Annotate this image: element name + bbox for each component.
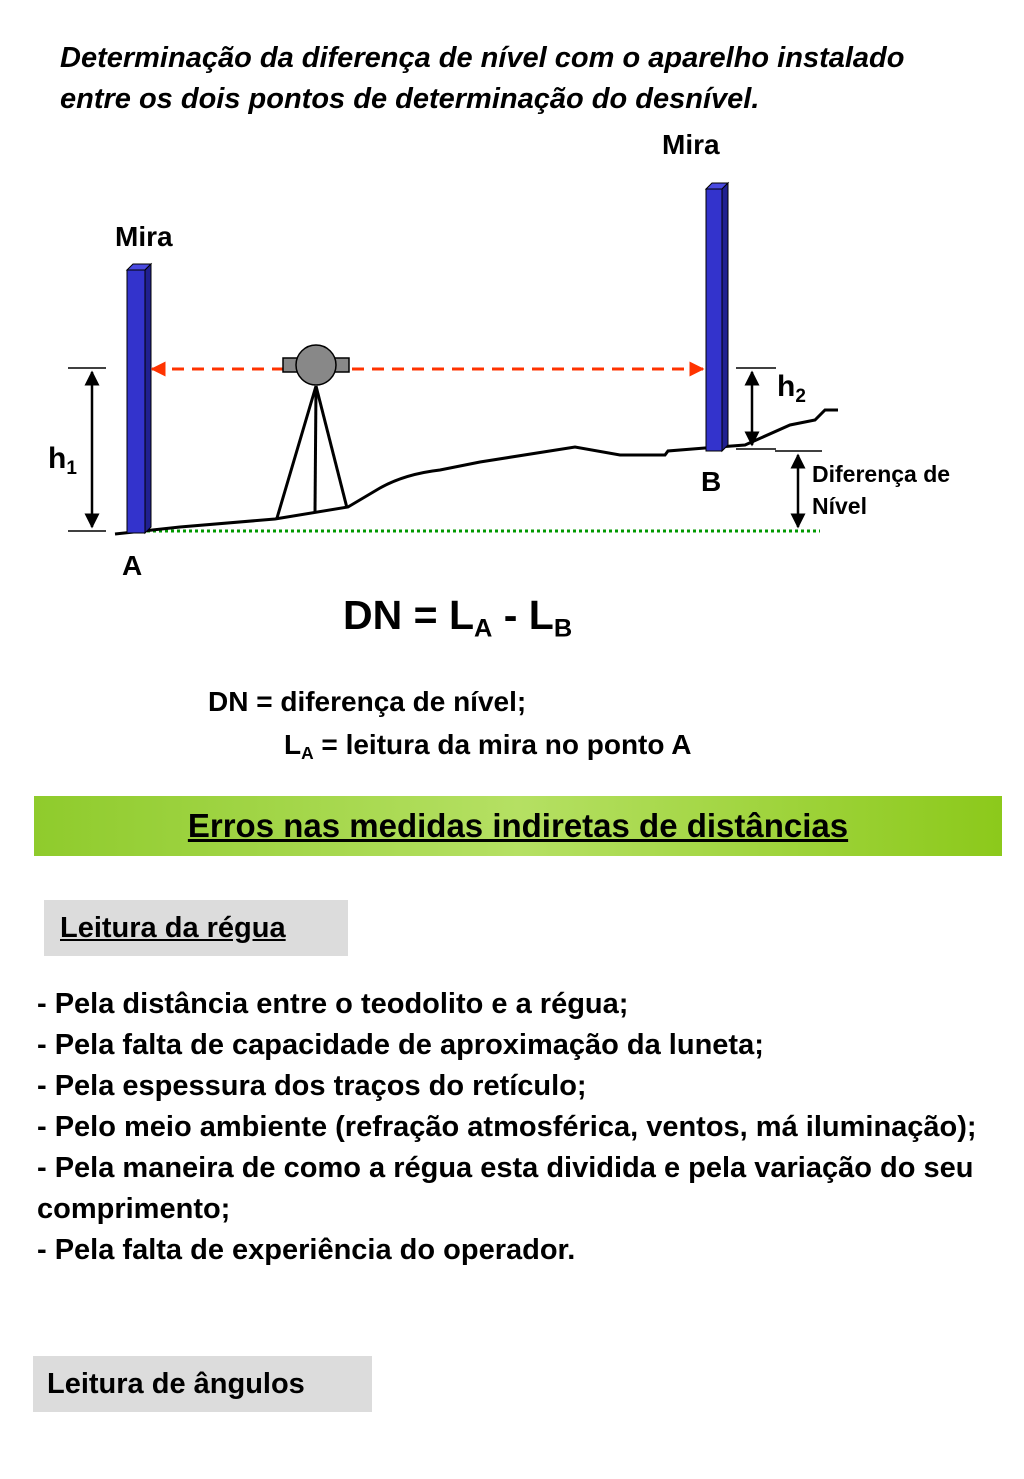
mira-left-label: Mira [115,221,173,252]
list-item: - Pela falta de capacidade de aproximação da luneta; [37,1029,764,1061]
subheading-leitura-regua-label: Leitura da régua [60,911,286,944]
terrain-line [115,410,838,534]
subheading-leitura-angulos [33,1356,372,1412]
level-difference-label-1: Diferença de [812,461,951,487]
list-item: - Pela distância entre o teodolito e a régua; [37,988,629,1020]
dn-formula: DN = $L_A - L_B$ [343,592,573,643]
mira-right-label: Mira [662,129,720,160]
subheading-leitura-angulos-label: Leitura de ângulos [47,1367,305,1400]
h2-label: $h_2$ [777,370,806,407]
intro-text: Determinação da diferença de nível com o aparelho instalado entre os dois pontos de determinação do desnível. [60,42,905,115]
h1-label: $h_1$ [48,442,77,479]
level-instrument [277,345,349,518]
point-a-label: A [122,550,143,581]
formula-legend [208,680,691,766]
level-difference-label-2: Nível [812,493,867,519]
list-item: - Pelo meio ambiente (refração atmosférica, ventos, má iluminação); [37,1111,977,1143]
section-banner [34,796,1002,856]
legend-line-la: $L_A$ = leitura da mira no ponto A [284,729,692,764]
legend-line-dn: DN = diferença de nível; [208,686,527,717]
list-item: - Pela espessura dos traços do retículo; [37,1070,587,1102]
error-list [37,984,997,1271]
leveling-diagram [0,120,1024,590]
h1-dimension [68,368,106,531]
staff-left [127,264,151,533]
list-item: - Pela falta de experiência do operador. [37,1234,576,1266]
subheading-leitura-regua [44,900,348,956]
h2-dimension [736,368,776,449]
point-b-label: B [701,466,722,497]
staff-right [706,183,728,451]
banner-title: Erros nas medidas indiretas de distâncias [187,807,849,844]
list-item: - Pela maneira de como a régua esta dividida e pela variação do seu comprimento; [37,1152,974,1225]
